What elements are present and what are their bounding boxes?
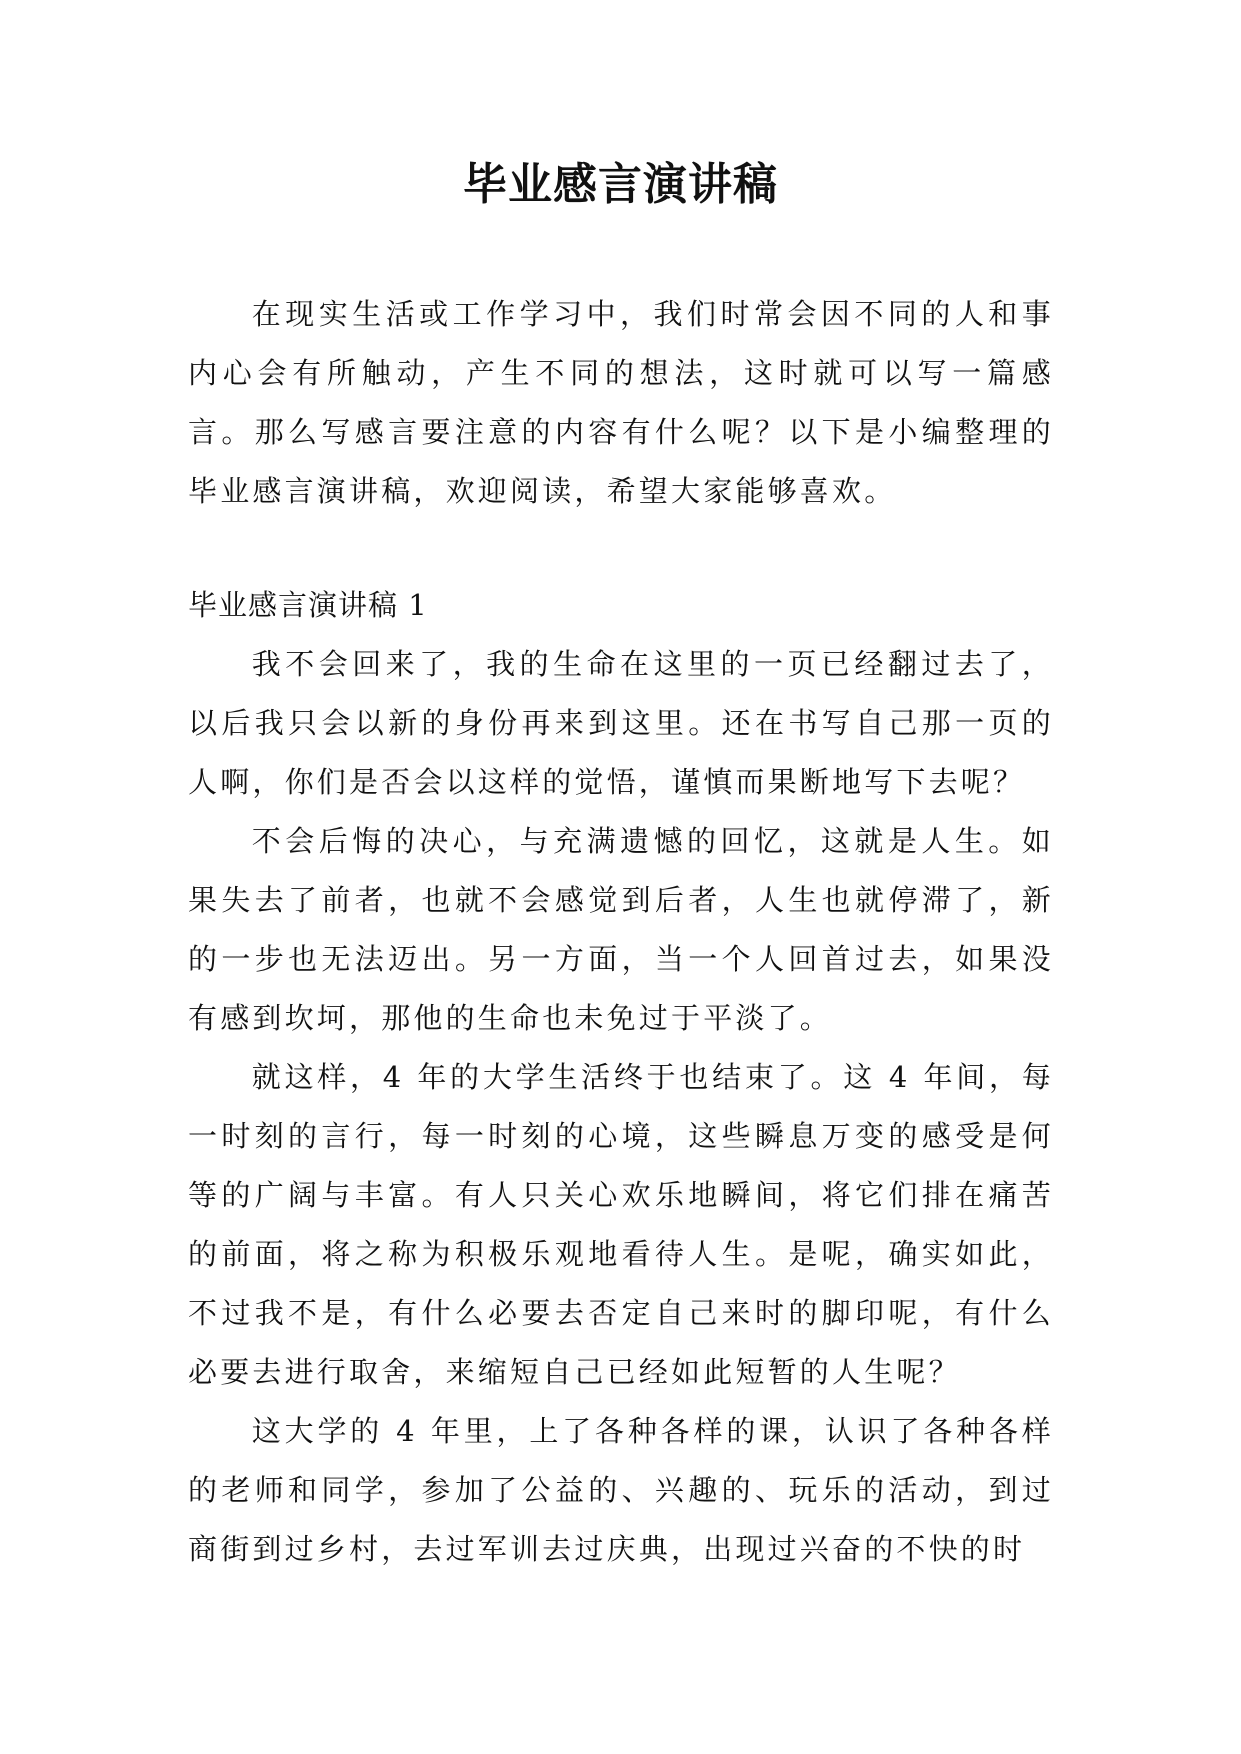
body-paragraph: 不会后悔的决心，与充满遗憾的回忆，这就是人生。如果失去了前者，也就不会感觉到后者，人生也就停滞了，新的一步也无法迈出。另一方面，当一个人回首过去，如果没有感到坎坷，那他的生命也未免过于平淡了。 (188, 824, 1054, 1035)
document-title: 毕业感言演讲稿 (463, 159, 778, 210)
intro-paragraph: 在现实生活或工作学习中，我们时常会因不同的人和事内心会有所触动，产生不同的想法，这时就可以写一篇感言。那么写感言要注意的内容有什么呢？以下是小编整理的毕业感言演讲稿，欢迎阅读，希望大家能够喜欢。 (188, 297, 1054, 508)
body-paragraph: 我不会回来了，我的生命在这里的一页已经翻过去了，以后我只会以新的身份再来到这里。还在书写自己那一页的人啊，你们是否会以这样的觉悟，谨慎而果断地写下去呢？ (188, 647, 1054, 799)
body-paragraph: 就这样，4 年的大学生活终于也结束了。这 4 年间，每一时刻的言行，每一时刻的心境，这些瞬息万变的感受是何等的广阔与丰富。有人只关心欢乐地瞬间，将它们排在痛苦的前面，将之称为积极乐观地看待人生。是呢，确实如此，不过我不是，有什么必要去否定自己来时的脚印呢，有什么必要去进行取舍，来缩短自己已经如此短暂的人生呢？ (188, 1060, 1054, 1389)
section-heading: 毕业感言演讲稿 1 (188, 588, 428, 622)
body-paragraph: 这大学的 4 年里，上了各种各样的课，认识了各种各样的老师和同学，参加了公益的、兴趣的、玩乐的活动，到过商街到过乡村，去过军训去过庆典，出现过兴奋的不快的时 (188, 1414, 1054, 1566)
section-body (188, 635, 1054, 1579)
